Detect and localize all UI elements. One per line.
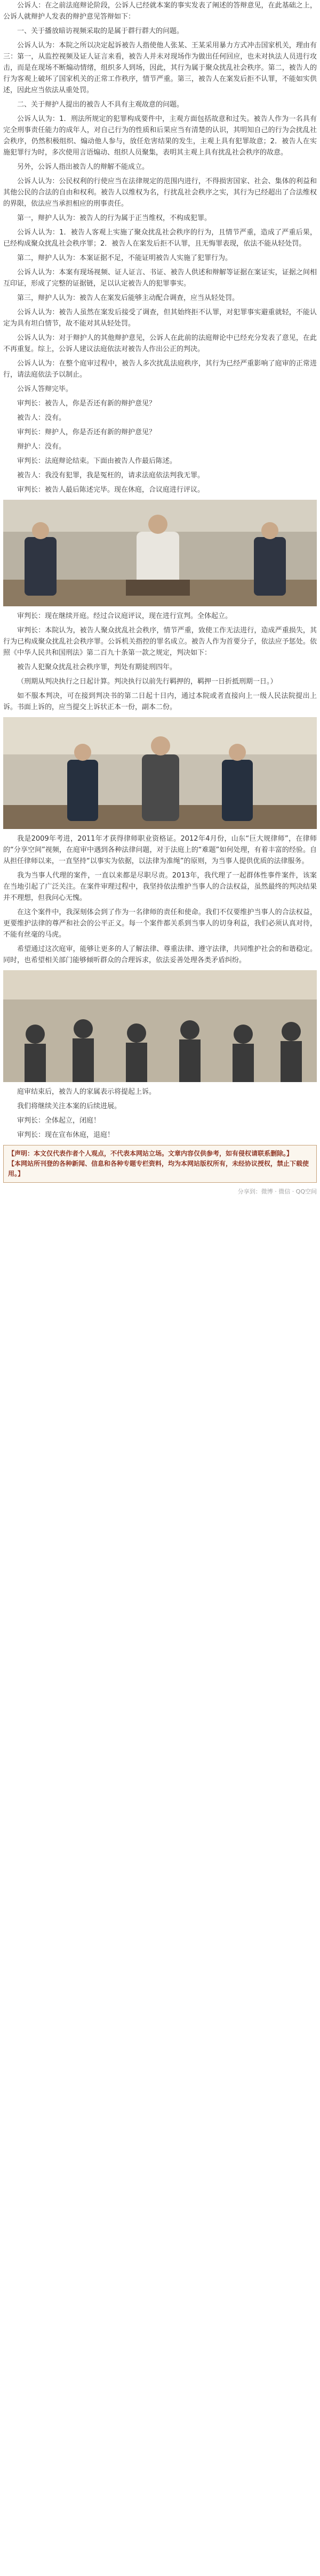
paragraph: 审判长：辩护人，你是否还有新的辩护意见？	[17, 428, 156, 436]
paragraph: 第一，辩护人认为：被告人的行为属于正当维权，不构成犯罪。	[17, 214, 212, 222]
paragraph: 庭审结束后，被告人的家属表示将提起上诉。	[17, 1088, 156, 1096]
paragraph: 在这个案件中，我深刻体会到了作为一名律师的责任和使命。我们不仅要维护当事人的合法权益，更要维护法律的尊严和社会的公平正义。每一个案件都关系到当事人的切身利益，我们必须认真对待，不能有丝毫的马虎。	[3, 908, 317, 939]
paragraph: （刑期从判决执行之日起计算。判决执行以前先行羁押的，羁押一日折抵刑期一日。）	[17, 678, 277, 686]
article-body-b	[3, 611, 317, 713]
paragraph: 公诉人认为：1．刑法所规定的犯罪构成要件中，主观方面包括故意和过失。被告人作为一名具有完全刑事责任能力的成年人，对自己行为的性质和后果应当有清楚的认识，其明知自己的行为会扰乱社会秩序，仍然积极组织、煽动他人参与，放任危害结果的发生，主观上具有犯罪故意；2．被告人在实施犯罪行为时，多次使用言语煽动、组织人员聚集，表明其主观上具有扰乱社会秩序的故意。	[3, 115, 317, 157]
paragraph: 公诉人认为：对于辩护人的其他辩护意见，公诉人在此前的法庭辩论中已经充分发表了意见，在此不再重复。综上，公诉人建议法庭依法对被告人作出公正的判决。	[3, 334, 317, 353]
paragraph: 审判长：现在继续开庭。经过合议庭评议，现在进行宣判。全体起立。	[17, 612, 233, 620]
paragraph: 公诉人认为：公民权利的行使应当在法律规定的范围内进行，不得损害国家、社会、集体的利益和其他公民的合法的自由和权利。被告人以维权为名，行扰乱社会秩序之实，其行为已经超出了合法维权的界限，依法应当承担相应的刑事责任。	[3, 177, 317, 208]
share-label[interactable]: 分享到：微博 · 微信 · QQ空间	[237, 1188, 317, 1195]
paragraph: 审判长：被告人最后陈述完毕。现在休庭，合议庭进行评议。	[17, 486, 205, 494]
paragraph: 辩护人：没有。	[17, 443, 66, 451]
paragraph: 第三，辩护人认为：被告人在案发后能够主动配合调查，应当从轻处罚。	[17, 294, 239, 302]
paragraph: 我们将继续关注本案的后续进展。	[17, 1102, 122, 1110]
notice-line: 【本网站所刊登的各种新闻、信息和各种专题专栏资料，均为本网站版权所有，未经协议授权，禁止下载使用。】	[8, 1160, 309, 1177]
paragraph: 被告人：没有。	[17, 414, 66, 422]
courtroom-photo	[3, 500, 317, 606]
hearing-photo	[3, 970, 317, 1082]
section-heading: 二、关于辩护人提出的被告人不具有主观故意的问题。	[17, 101, 184, 109]
section-heading: 一、关于播放暗访视频采取的是属于群行群大的问题。	[17, 27, 184, 35]
paragraph: 审判长：被告人，你是否还有新的辩护意见？	[17, 400, 156, 408]
paragraph: 我为当事人代理的案件，一直以来都是尽职尽责。2013年，我代理了一起群体性事件案件，该案在当地引起了广泛关注。在案件审理过程中，我坚持依法维护当事人的合法权益，虽然最终的判决结果并不理想，但我问心无愧。	[3, 872, 317, 902]
notice-line: 【声明：本文仅代表作者个人观点，不代表本网站立场。文章内容仅供参考，如有侵权请联系删除。】	[8, 1150, 293, 1157]
article-body-d	[3, 1086, 317, 1141]
defendant-photo-image	[3, 717, 317, 829]
paragraph: 审判长：法庭辩论结束。下面由被告人作最后陈述。	[17, 457, 177, 465]
courtroom-photo-image	[3, 500, 317, 606]
paragraph: 公诉人认为：在整个庭审过程中，被告人多次扰乱法庭秩序，其行为已经严重影响了庭审的正常进行，请法庭依法予以制止。	[3, 360, 317, 379]
paragraph: 另外，公诉人指出被告人的辩解不能成立。	[17, 163, 149, 171]
closing-line: 审判长：现在宣布休庭，退庭！	[17, 1131, 115, 1139]
defendant-photo	[3, 717, 317, 829]
disclaimer-notice	[3, 1145, 317, 1183]
paragraph: 我是2009年考进，2011年才获得律师职业资格证。2012年4月份，山东“巨大规律师”，在律师的“分享空间”视频，在庭审中遇到各种法律问题，对于法庭上的“难题”如何处理，有着丰富的经验。自从担任律师以来，一直坚持“以事实为依据，以法律为准绳”的原则，为当事人提供优质的法律服务。	[3, 835, 317, 865]
paragraph: 公诉人：在之前法庭辩论阶段，公诉人已经就本案的事实发表了阐述的答辩意见，在此基础之上，公诉人就辩护人发表的辩护意见答辩如下：	[3, 2, 317, 21]
paragraph: 审判长：本院认为，被告人聚众扰乱社会秩序，情节严重，致使工作无法进行，造成严重损失，其行为已构成聚众扰乱社会秩序罪。公诉机关指控的罪名成立。被告人作为首要分子，依法应予惩处。依照《中华人民共和国刑法》第二百九十条第一款之规定，判决如下：	[3, 627, 317, 657]
paragraph: 公诉人认为：本院之所以决定起诉被告人指使他人张某、王某采用暴力方式冲击国家机关，理由有三：第一，从监控视频及证人证言来看，被告人并未对现场作为做出任何回应，也未对执法人员进行攻击，而是在现场不断煽动情绪，组织多人到场，因此，其行为属于聚众扰乱社会秩序。第二，被告人的行为客观上破坏了国家机关的正常工作秩序，情节严重。第三，被告人在案发后拒不认罪，不能如实供述，因此应当依法从重处罚。	[3, 42, 317, 94]
paragraph: 公诉人认为：本案有现场视频、证人证言、书证、被告人供述和辩解等证据在案证实，证据之间相互印证，形成了完整的证据链，足以认定被告人的犯罪事实。	[3, 269, 317, 288]
closing-line: 审判长：全体起立，闭庭！	[17, 1117, 101, 1125]
paragraph: 公诉人认为：1．被告人客观上实施了聚众扰乱社会秩序的行为，且情节严重，造成了严重后果，已经构成聚众扰乱社会秩序罪；2．被告人在案发后拒不认罪，且无悔罪表现，依法不能从轻处罚。	[3, 229, 317, 248]
paragraph: 公诉人答辩完毕。	[17, 385, 73, 393]
paragraph: 如不服本判决，可在接到判决书的第二日起十日内，通过本院或者直接向上一级人民法院提出上诉。书面上诉的，应当提交上诉状正本一份，副本二份。	[3, 692, 317, 711]
paragraph: 希望通过这次庭审，能够让更多的人了解法律、尊重法律、遵守法律，共同维护社会的和谐稳定。同时，也希望相关部门能够倾听群众的合理诉求，依法妥善处理各类矛盾纠纷。	[3, 945, 317, 964]
paragraph: 被告人：我没有犯罪，我是冤枉的，请求法庭依法判我无罪。	[17, 472, 205, 480]
paragraph: 被告人犯聚众扰乱社会秩序罪，判处有期徒刑四年。	[17, 663, 177, 671]
hearing-photo-image	[3, 970, 317, 1082]
article-body-a	[3, 0, 317, 495]
paragraph: 第二，辩护人认为：本案证据不足，不能证明被告人实施了犯罪行为。	[17, 254, 233, 262]
share-bar[interactable]	[3, 1187, 317, 1196]
article-body-c	[3, 833, 317, 966]
paragraph: 公诉人认为：被告人虽然在案发后接受了调查，但其始终拒不认罪，对犯罪事实避重就轻，不能认定为具有坦白情节，故不能对其从轻处罚。	[3, 308, 317, 328]
